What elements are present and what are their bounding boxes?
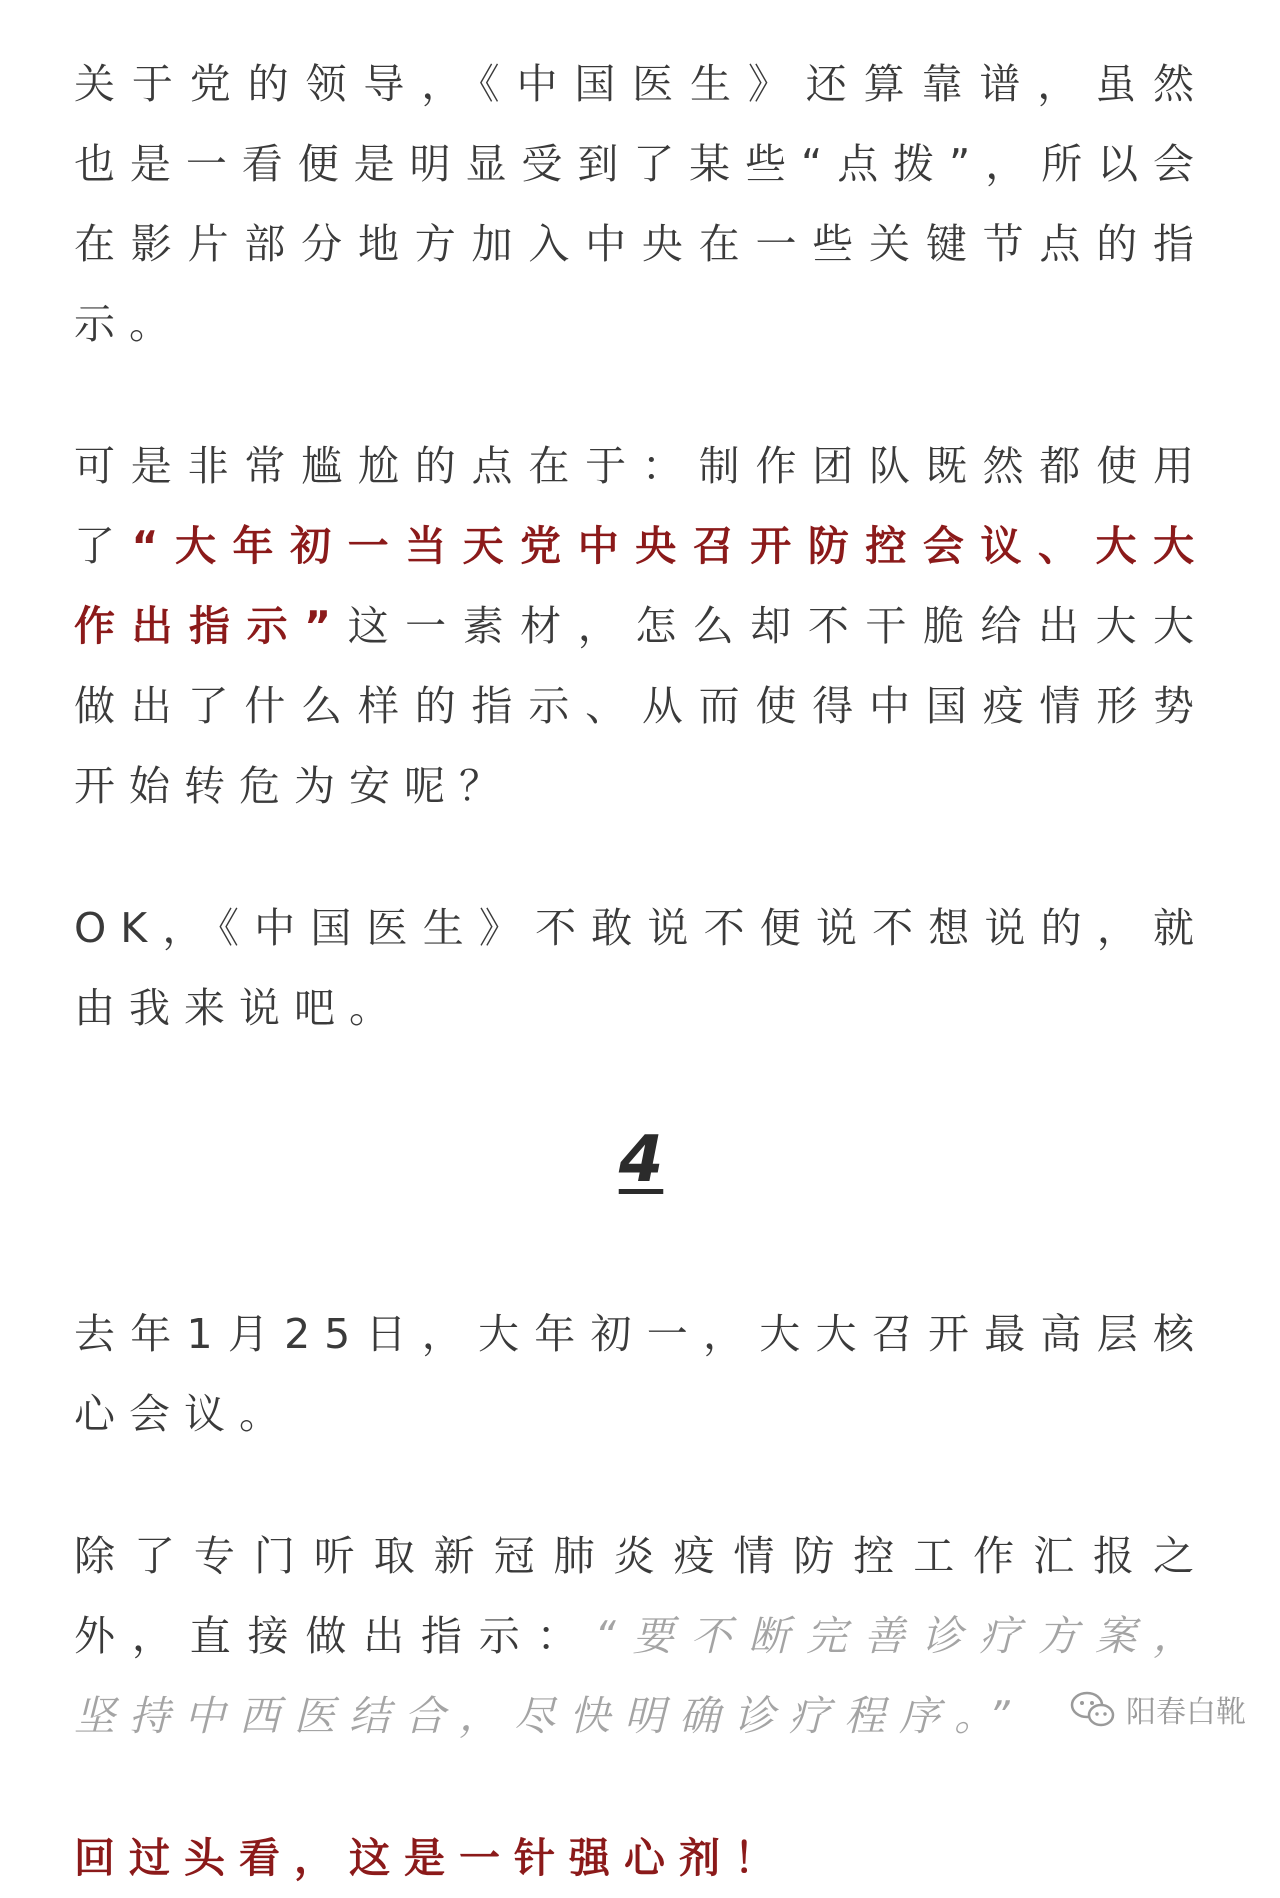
paragraph-2-text-after: 这一素材，怎么却不干脆给出大大做出了什么样的指示、从而使得中国疫情形势开始转危为安呢？ — [74, 602, 1208, 810]
wechat-icon — [1070, 1690, 1116, 1728]
watermark — [1070, 1687, 1246, 1731]
watermark-text: 阳春白靴 — [1126, 1695, 1246, 1730]
paragraph-1-text: 关于党的领导，《中国医生》还算靠谱，虽然也是一看便是明显受到了某些“点拨”，所以会在影片部分地方加入中央在一些关键节点的指示。 — [74, 60, 1208, 348]
paragraph-5 — [74, 1516, 1208, 1756]
paragraph-2 — [74, 426, 1208, 826]
paragraph-1 — [74, 44, 1208, 364]
closing-statement-text: 回过头看，这是一针强心剂！ — [74, 1834, 789, 1882]
paragraph-2-highlight: “大年初一当天党中央召开防控会议、大大作出指示” — [74, 522, 1208, 650]
paragraph-3 — [74, 888, 1208, 1048]
article-body — [74, 44, 1208, 1898]
paragraph-5-quote: “要不断完善诊疗方案，坚持中西医结合，尽快明确诊疗程序。” — [74, 1612, 1208, 1740]
paragraph-5-text-before: 除了专门听取新冠肺炎疫情防控工作汇报之外，直接做出指示： — [74, 1532, 1208, 1660]
closing-statement — [74, 1818, 1208, 1898]
paragraph-3-text: OK，《中国医生》不敢说不便说不想说的，就由我来说吧。 — [74, 904, 1208, 1032]
section-number: 4 — [618, 1123, 664, 1197]
paragraph-2-text-before: 可是非常尴尬的点在于：制作团队既然都使用了 — [74, 442, 1208, 570]
paragraph-4 — [74, 1294, 1208, 1454]
paragraph-4-text: 去年1月25日，大年初一，大大召开最高层核心会议。 — [74, 1310, 1208, 1438]
